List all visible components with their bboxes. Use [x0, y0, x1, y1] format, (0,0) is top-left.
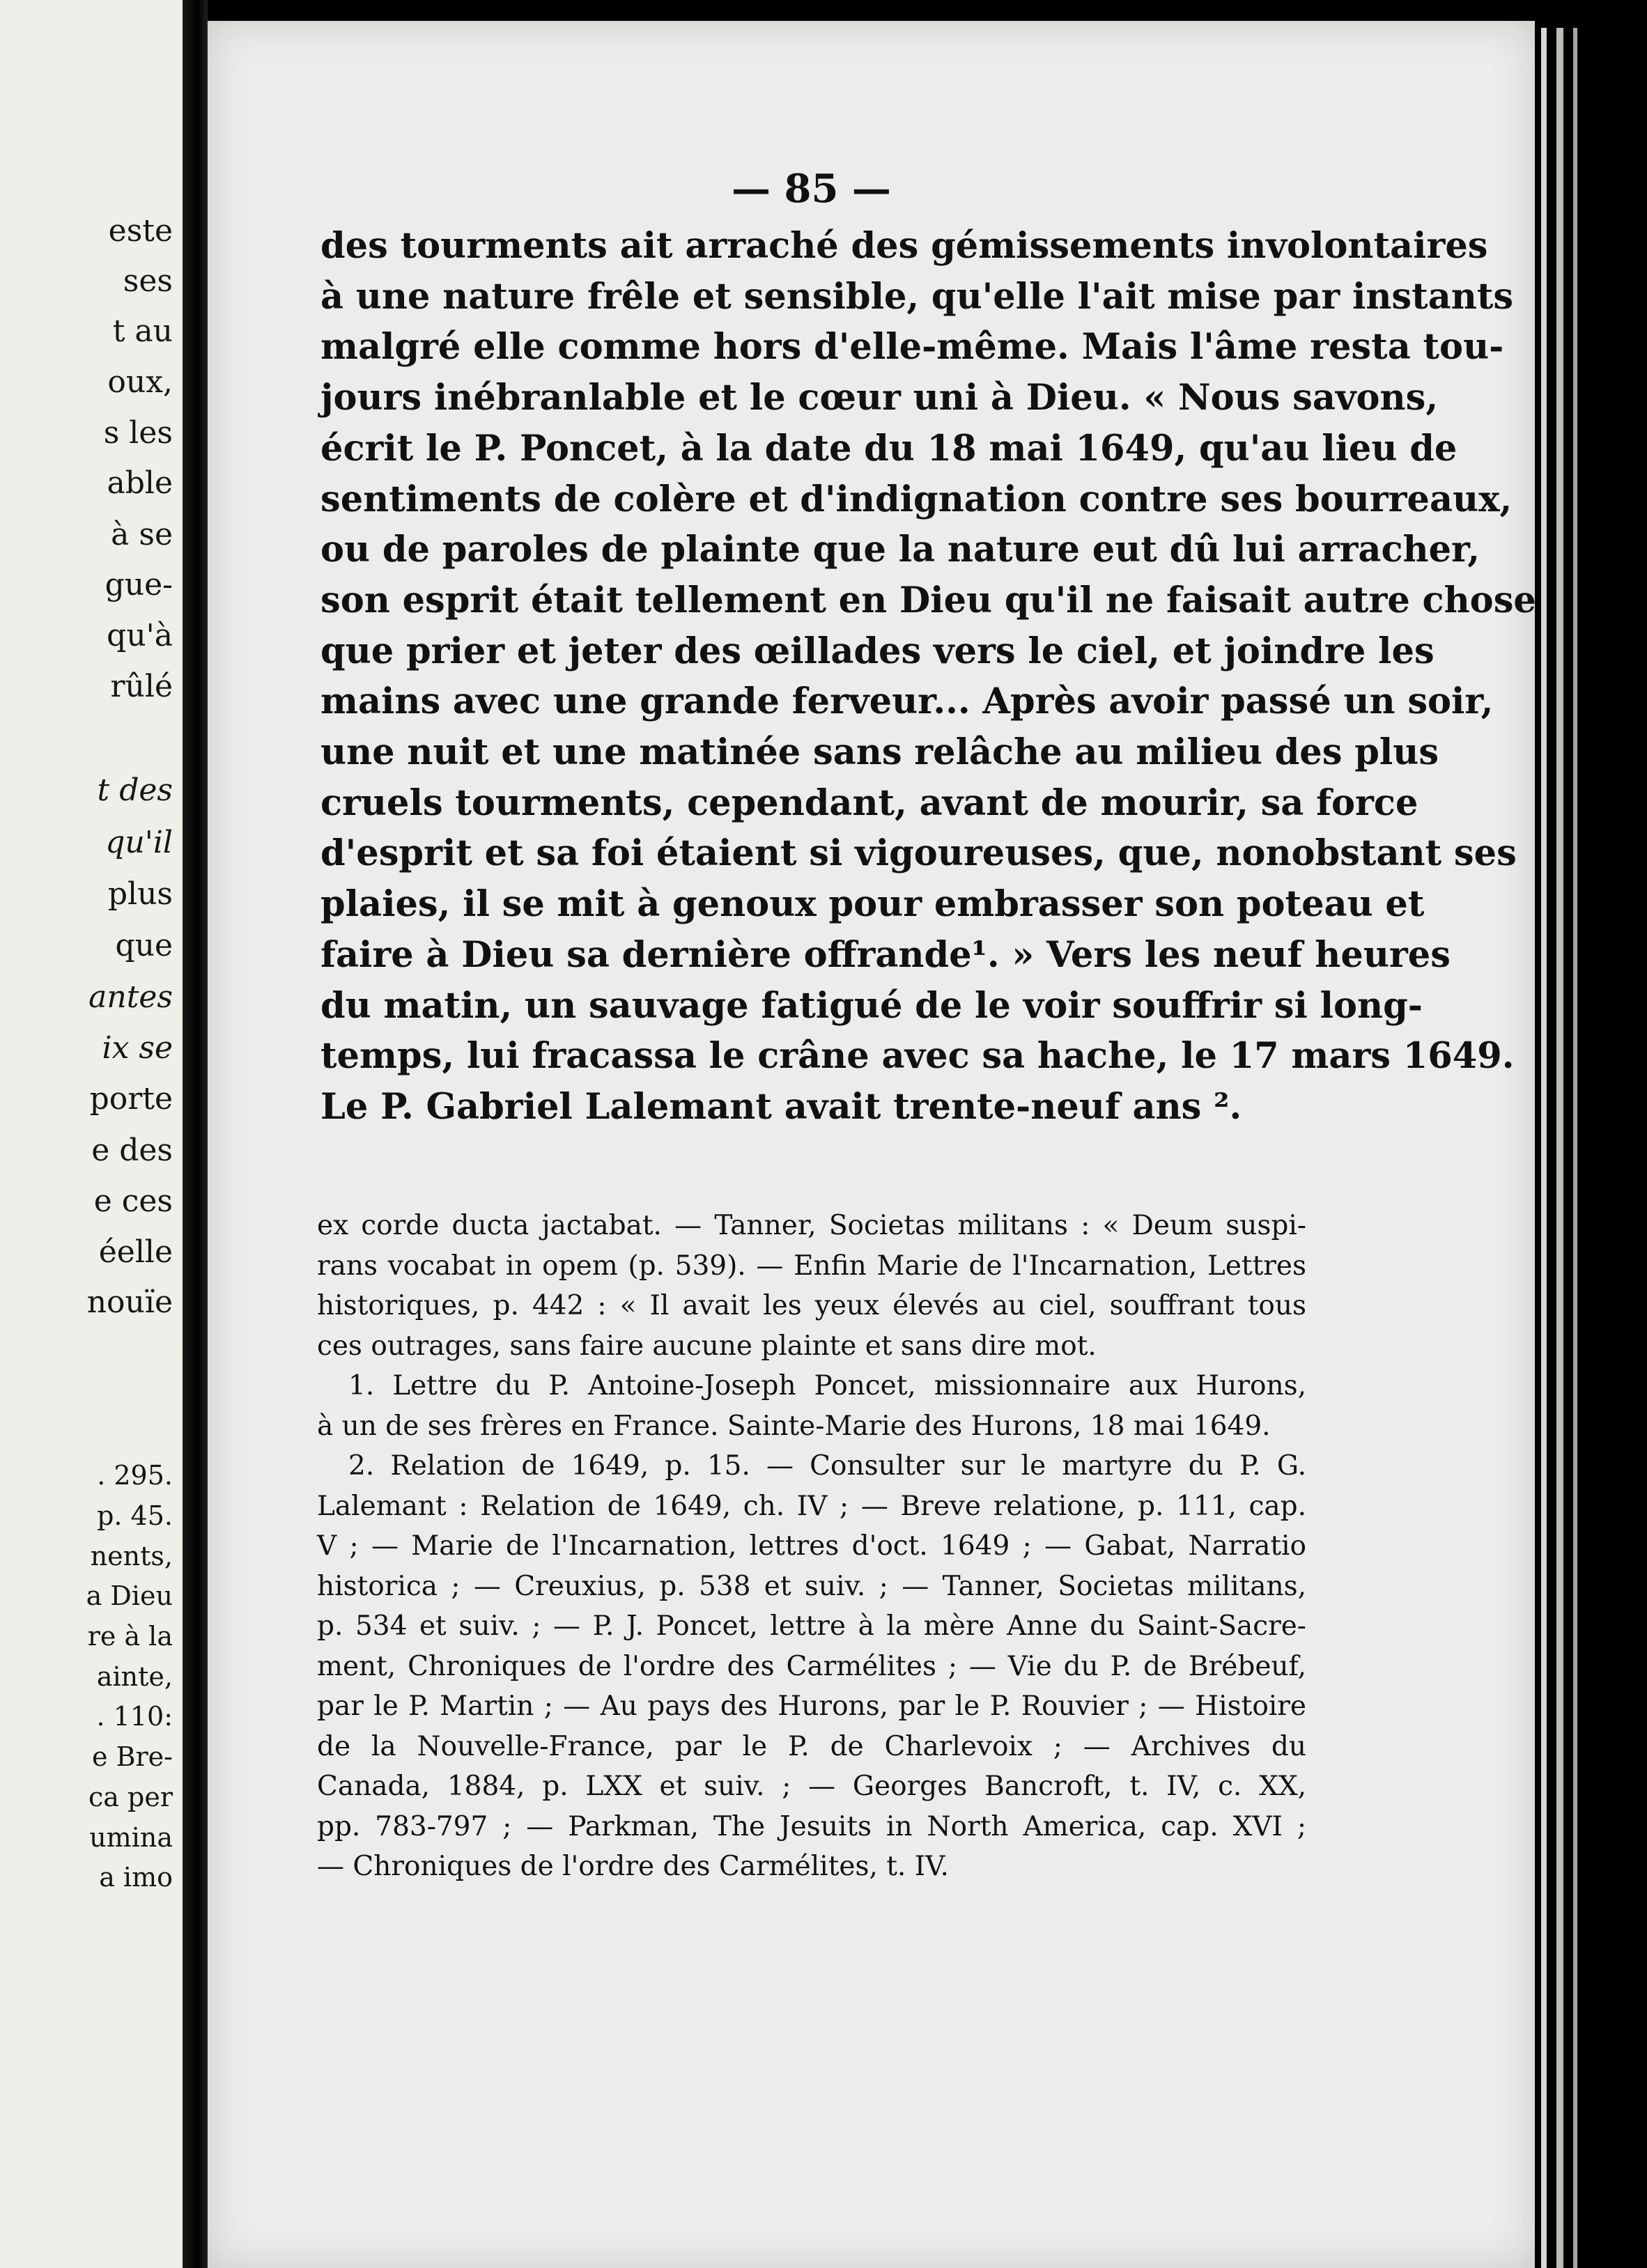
footnote-line: par le P. Martin ; — Au pays des Hurons, par le P. Rouvier ; — Histoire — [317, 1691, 1306, 1722]
footnote-line: historiques, p. 442 : « Il avait les yeux élevés au ciel, souffrant tous — [317, 1290, 1306, 1321]
body-line: cruels tourments, cependant, avant de mourir, sa force — [320, 782, 1418, 824]
footnote-line: 2. Relation de 1649, p. 15. — Consulter sur le martyre du P. G. — [348, 1450, 1306, 1482]
facing-page-line: able — [107, 465, 173, 501]
facing-page-line: à se — [111, 517, 173, 552]
body-line: malgré elle comme hors d'elle-même. Mais l'âme resta tou- — [320, 326, 1504, 368]
page-edge — [1541, 28, 1547, 2268]
body-line: d'esprit et sa foi étaient si vigoureuses, que, nonobstant ses — [320, 832, 1517, 874]
footnote-line: 1. Lettre du P. Antoine-Joseph Poncet, missionnaire aux Hurons, — [348, 1370, 1306, 1401]
body-line: Le P. Gabriel Lalemant avait trente-neuf ans ². — [320, 1086, 1242, 1128]
facing-page-fragment — [0, 0, 183, 2268]
facing-page-line: e ces — [93, 1183, 173, 1219]
body-line: du matin, un sauvage fatigué de le voir souffrir si long- — [320, 985, 1423, 1027]
facing-page-line: t des — [97, 772, 173, 808]
facing-page-line: qu'à — [107, 618, 173, 653]
footnote-line: à un de ses frères en France. Sainte-Marie des Hurons, 18 mai 1649. — [317, 1411, 1271, 1442]
facing-page-line: e des — [91, 1133, 173, 1168]
footnote-line: rans vocabat in opem (p. 539). — Enfin Marie de l'Incarnation, Lettres — [317, 1250, 1306, 1282]
body-line: que prier et jeter des œillades vers le ciel, et joindre les — [320, 630, 1435, 672]
body-line: temps, lui fracassa le crâne avec sa hache, le 17 mars 1649. — [320, 1035, 1515, 1077]
body-line: faire à Dieu sa dernière offrande¹. » Vers les neuf heures — [320, 934, 1451, 976]
facing-page-line: re à la — [87, 1621, 173, 1652]
facing-page-line: oux, — [107, 364, 173, 400]
facing-page-line: qu'il — [105, 825, 173, 860]
facing-page-line: rûlé — [110, 669, 173, 704]
facing-page-line: nents, — [90, 1541, 173, 1571]
body-line: mains avec une grande ferveur... Après avoir passé un soir, — [320, 681, 1494, 722]
facing-page-line: a Dieu — [86, 1580, 173, 1611]
footnote-line: V ; — Marie de l'Incarnation, lettres d'oct. 1649 ; — Gabat, Narratio — [317, 1530, 1306, 1562]
body-line: sentiments de colère et d'indignation contre ses bourreaux, — [320, 479, 1513, 520]
body-line: plaies, il se mit à genoux pour embrasser son poteau et — [320, 883, 1425, 925]
facing-page-line: nouïe — [86, 1284, 173, 1320]
body-line: des tourments ait arraché des gémissements involontaires — [320, 225, 1488, 267]
facing-page-line: antes — [88, 979, 173, 1015]
body-line: une nuit et une matinée sans relâche au milieu des plus — [320, 731, 1439, 773]
footnote-line: de la Nouvelle-France, par le P. de Charlevoix ; — Archives du — [317, 1731, 1306, 1762]
facing-page-line: e Bre- — [92, 1741, 173, 1772]
facing-page-line: este — [108, 213, 173, 249]
footnote-line: ex corde ducta jactabat. — Tanner, Societas militans : « Deum suspi- — [317, 1210, 1306, 1241]
page-edge — [1573, 28, 1577, 2268]
facing-page-line: ainte, — [96, 1661, 173, 1692]
book-gutter — [183, 0, 208, 2268]
body-line: jours inébranlable et le cœur uni à Dieu. « Nous savons, — [320, 377, 1439, 419]
facing-page-line: que — [115, 928, 173, 963]
facing-page-line: a imo — [99, 1862, 173, 1893]
footnote-line: historica ; — Creuxius, p. 538 et suiv. ; — Tanner, Societas militans, — [317, 1571, 1306, 1602]
body-line: à une nature frêle et sensible, qu'elle l'ait mise par instants — [320, 276, 1514, 318]
footnote-line: pp. 783-797 ; — Parkman, The Jesuits in North America, cap. XVI ; — [317, 1811, 1306, 1842]
facing-page-line: s les — [103, 415, 173, 451]
footnote-line: ment, Chroniques de l'ordre des Carmélites ; — Vie du P. de Brébeuf, — [317, 1651, 1306, 1682]
page-number: — 85 — — [732, 166, 891, 212]
footnote-line: ces outrages, sans faire aucune plainte et sans dire mot. — [317, 1330, 1097, 1362]
facing-page-line: umina — [89, 1822, 173, 1853]
facing-page-line: éelle — [98, 1234, 173, 1270]
facing-page-line: . 295. — [97, 1460, 173, 1491]
footnote-line: Lalemant : Relation de 1649, ch. IV ; — Breve relatione, p. 111, cap. — [317, 1491, 1306, 1522]
facing-page-line: t au — [112, 313, 173, 349]
body-line: écrit le P. Poncet, à la date du 18 mai 1649, qu'au lieu de — [320, 428, 1457, 469]
facing-page-line: ix se — [102, 1030, 173, 1066]
facing-page-line: gue- — [105, 567, 173, 603]
body-line: son esprit était tellement en Dieu qu'il ne faisait autre chose — [320, 580, 1536, 621]
facing-page-line: porte — [89, 1081, 173, 1117]
page-edge — [1556, 28, 1563, 2268]
facing-page-line: ses — [123, 263, 173, 299]
facing-page-line: ca per — [88, 1782, 173, 1812]
footnote-line: Canada, 1884, p. LXX et suiv. ; — Georges Bancroft, t. IV, c. XX, — [317, 1771, 1306, 1802]
body-line: ou de paroles de plainte que la nature eut dû lui arracher, — [320, 529, 1480, 570]
facing-page-line: . 110: — [96, 1701, 173, 1732]
footnote-line: — Chroniques de l'ordre des Carmélites, t. IV. — [317, 1851, 949, 1882]
facing-page-line: p. 45. — [97, 1500, 173, 1531]
facing-page-line: plus — [107, 876, 173, 912]
footnote-line: p. 534 et suiv. ; — P. J. Poncet, lettre à la mère Anne du Saint-Sacre- — [317, 1610, 1306, 1642]
